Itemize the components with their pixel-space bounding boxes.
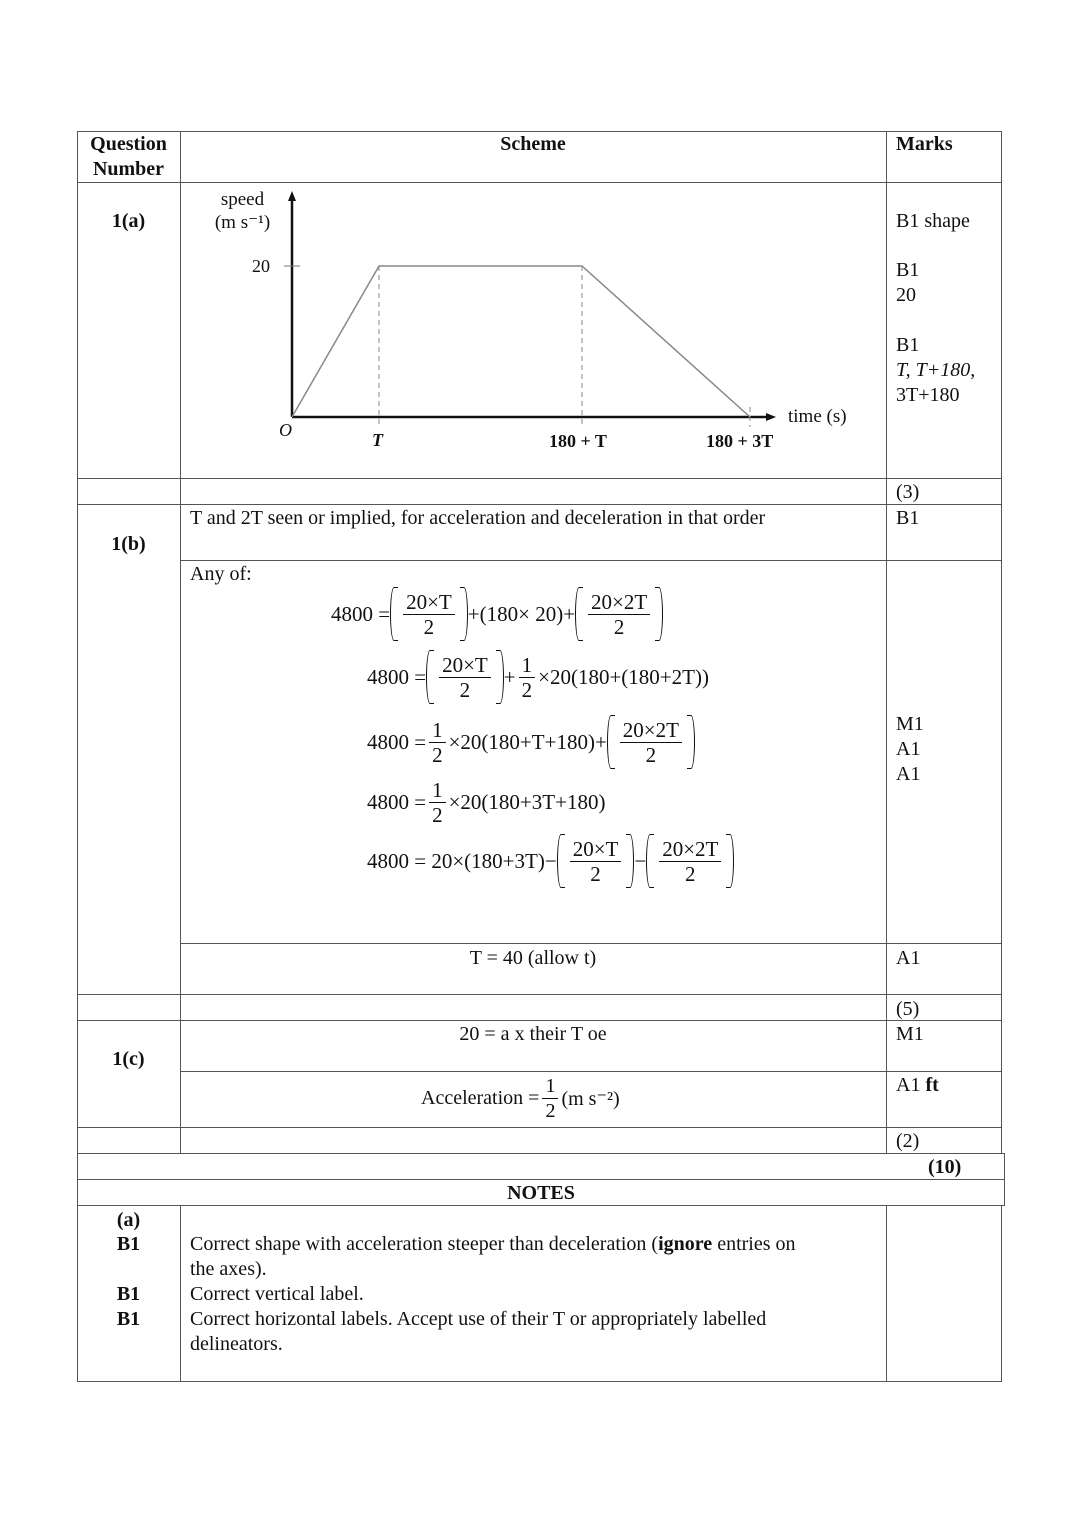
table-border [886,131,887,1153]
note-bold: ignore [658,1233,713,1255]
fraction [390,587,468,641]
y-axis-arrow-icon [288,191,296,201]
x-axis-arrow-icon [766,413,776,421]
mark-labels: 3T+180 [896,384,960,406]
table-border [77,1179,1005,1180]
note-code: B1 [116,1283,141,1305]
mark-20: 20 [896,284,916,306]
note-text: Correct vertical label. [190,1283,364,1305]
equation-1 [331,587,663,641]
mark-a1: A1 [896,763,921,785]
equation-5 [367,834,734,888]
equation-3 [367,715,695,769]
note-code: B1 [116,1308,141,1330]
acceleration-equation [421,1074,620,1123]
subtotal-1b: (5) [896,998,920,1020]
denominator: 2 [645,742,657,767]
table-border [77,1153,1005,1154]
mark-m1: M1 [896,713,924,735]
numerator: 1 [542,1074,558,1099]
fraction [557,834,635,888]
note-code: B1 [116,1233,141,1255]
numerator: 20×2T [588,590,650,615]
notes-title: NOTES [507,1182,575,1204]
denominator: 2 [545,1100,556,1122]
numerator: 20×2T [620,718,682,743]
header-question: Question [90,133,167,155]
numerator: 1 [429,718,446,743]
subtotal-1a: (3) [896,481,920,503]
denominator: 2 [685,861,696,886]
half-fraction [519,653,536,702]
numerator: 20×T [570,837,622,862]
note-text: delineators. [190,1333,283,1355]
table-border [180,1205,181,1381]
notes-part: (a) [116,1209,141,1231]
mark-labels: T, T+180, [896,359,976,381]
table-border [1001,131,1002,1153]
table-border [77,1381,1002,1382]
y-axis-unit: (m s⁻¹) [214,212,271,233]
table-border [180,1071,1002,1072]
any-of-label: Any of: [190,563,252,585]
numerator: 20×T [439,653,491,678]
eq-text: 4800 = [367,729,427,754]
table-border [77,1020,1002,1021]
numerator: 20×2T [659,837,721,862]
header-number: Number [92,158,165,180]
table-border [180,943,1002,944]
y-axis-label: speed [220,189,265,210]
numerator: 20×T [403,590,455,615]
mark-a1: A1 [896,947,921,969]
fraction [646,834,734,888]
table-border [77,994,1002,995]
table-border [180,560,1002,561]
subtotal-1c: (2) [896,1130,920,1152]
question-label-1b: 1(b) [111,533,146,555]
question-label-1c: 1(c) [112,1048,145,1070]
half-fraction [429,718,446,767]
x-tick-180-T: 180 + T [549,431,607,451]
eq-text: ×20(180+3T+180) [448,790,606,814]
x-axis-label: time (s) [788,406,847,427]
note-text-part: Correct shape with acceleration steeper than deceleration ( [190,1233,659,1255]
eq-text: 4800 = [331,601,391,626]
numerator: 1 [429,778,446,803]
table-border [77,478,1002,479]
fraction [607,715,695,769]
table-border [886,1205,887,1381]
answer-text: T = 40 (allow t) [469,947,597,969]
origin-label: O [279,420,292,440]
denominator: 2 [613,614,625,639]
mark-a1: A1 [896,738,921,760]
y-tick-label: 20 [252,256,270,276]
denominator: 2 [521,677,533,702]
mark-m1: M1 [896,1023,924,1045]
note-text: Correct horizontal labels. Accept use of their T or appropriately labelled [190,1308,767,1330]
mark-b1-shape: B1 shape [896,210,970,232]
grand-total: (10) [928,1156,962,1178]
half-fraction [542,1074,558,1123]
note-text: the axes). [190,1258,267,1280]
scheme-text: T and 2T seen or implied, for acceleration and deceleration in that order [190,507,766,529]
table-border [77,1127,1002,1128]
mark-b1: B1 [896,259,920,281]
eq-text: 4800 = 20×(180+3T)− [367,848,557,873]
mark-b1: B1 [896,334,920,356]
note-text-part: entries on [712,1233,796,1255]
header-marks: Marks [896,133,953,155]
eq-text: +(180× 20)+ [467,601,576,626]
speed-line [292,266,750,417]
eq-text: ×20(180+T+180)+ [448,729,607,754]
mark-a1-ft [896,1073,939,1098]
eq-text: 4800 = [367,664,427,689]
denominator: 2 [432,803,443,827]
table-border [1001,1205,1002,1381]
mark-b1: B1 [896,507,920,529]
equation-2 [367,650,709,704]
question-label-1a: 1(a) [111,210,146,232]
eq-text: + [503,664,516,689]
mark-code: A1 [896,1074,921,1096]
unit: (m s⁻²) [561,1088,620,1110]
half-fraction [429,778,446,827]
fraction [426,650,504,704]
numerator: 1 [519,653,536,678]
fraction [575,587,663,641]
mark-ft: ft [925,1074,939,1096]
x-tick-T: T [372,430,383,450]
table-border [77,504,1002,505]
eq-text: − [634,848,647,873]
denominator: 2 [432,742,443,767]
x-tick-180-3T: 180 + 3T [706,431,774,451]
scheme-text: 20 = a x their T oe [459,1023,607,1045]
denominator: 2 [459,677,471,702]
eq-text: Acceleration = [421,1087,540,1109]
note-text [190,1232,796,1257]
eq-text: 4800 = [367,790,427,814]
eq-text: ×20(180+(180+2T)) [538,664,709,689]
header-scheme: Scheme [500,133,566,155]
denominator: 2 [423,614,435,639]
equation-4 [367,778,605,827]
denominator: 2 [590,861,601,886]
